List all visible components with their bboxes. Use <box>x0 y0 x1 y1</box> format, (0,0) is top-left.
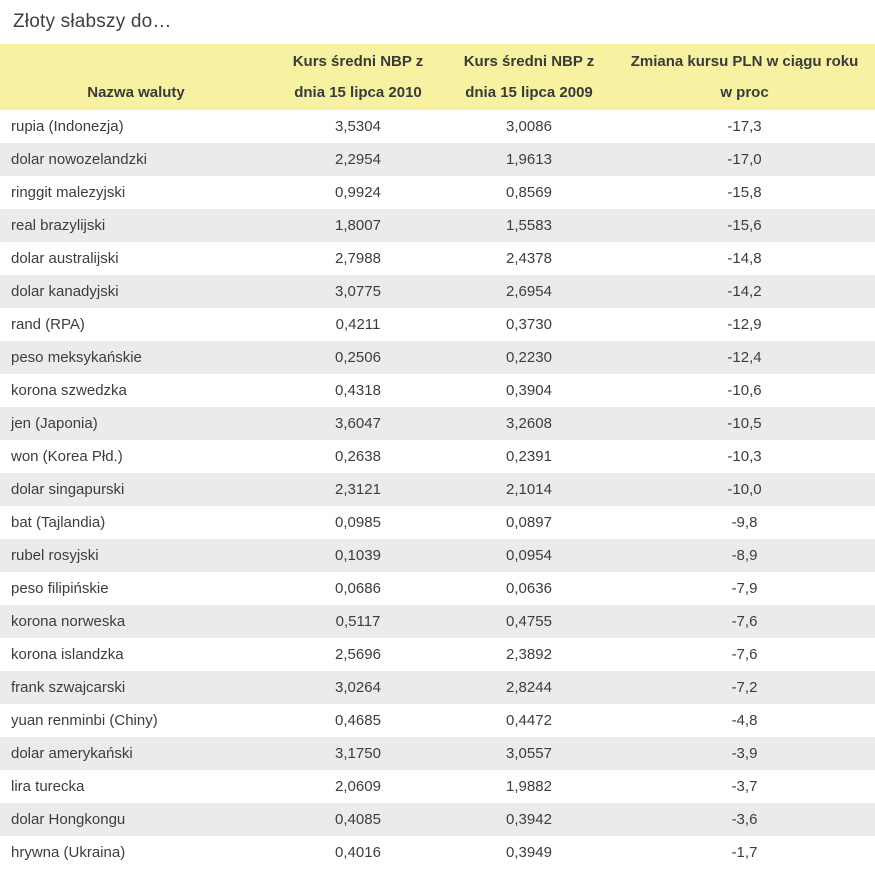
rate-2009-cell: 0,3949 <box>506 844 552 861</box>
rate-2010-cell: 0,2638 <box>335 448 381 465</box>
rate-2010-cell: 0,0985 <box>335 514 381 531</box>
header-line <box>0 46 272 77</box>
rate-2010-cell: 2,2954 <box>335 151 381 168</box>
table-row <box>0 506 875 539</box>
currency-name-cell: dolar kanadyjski <box>11 283 119 300</box>
change-pct-cell: -14,2 <box>727 283 762 300</box>
table-row <box>0 143 875 176</box>
rate-2009-cell: 1,5583 <box>506 217 552 234</box>
rate-2009-cell: 1,9613 <box>506 151 552 168</box>
rate-2010-cell: 0,1039 <box>335 547 381 564</box>
rate-2009-cell: 0,0954 <box>506 547 552 564</box>
table-row <box>0 473 875 506</box>
rate-2010-cell: 0,2506 <box>335 349 381 366</box>
table-row <box>0 539 875 572</box>
header-line: Zmiana kursu PLN w ciągu roku <box>630 53 859 70</box>
table-row <box>0 374 875 407</box>
change-pct-cell: -10,5 <box>727 415 762 432</box>
currency-name-cell: real brazylijski <box>11 217 106 234</box>
table-row <box>0 209 875 242</box>
table-row <box>0 836 875 869</box>
change-pct-cell: -7,6 <box>731 613 758 630</box>
table-row <box>0 341 875 374</box>
currency-name-cell: korona norweska <box>11 613 126 630</box>
currency-name-cell: dolar nowozelandzki <box>11 151 147 168</box>
rate-2010-cell: 2,3121 <box>335 481 381 498</box>
table-row <box>0 605 875 638</box>
change-pct-cell: -7,9 <box>731 580 758 597</box>
header-line: dnia 15 lipca 2010 <box>294 84 422 101</box>
currency-name-cell: bat (Tajlandia) <box>11 514 106 531</box>
col-header-rate-2009 <box>444 44 614 110</box>
change-pct-cell: -1,7 <box>731 844 758 861</box>
col-header-currency-name <box>0 44 272 110</box>
header-line: Kurs średni NBP z <box>292 53 424 70</box>
table-row <box>0 176 875 209</box>
rate-2009-cell: 2,1014 <box>506 481 552 498</box>
rate-2009-cell: 0,8569 <box>506 184 552 201</box>
rate-2010-cell: 0,4318 <box>335 382 381 399</box>
rate-2010-cell: 0,9924 <box>335 184 381 201</box>
rate-2010-cell: 2,7988 <box>335 250 381 267</box>
currency-name-cell: hrywna (Ukraina) <box>11 844 126 861</box>
change-pct-cell: -14,8 <box>727 250 762 267</box>
currency-name-cell: rupia (Indonezja) <box>11 118 124 135</box>
table-row <box>0 407 875 440</box>
currency-name-cell: rubel rosyjski <box>11 547 99 564</box>
change-pct-cell: -7,2 <box>731 679 758 696</box>
currency-table <box>0 44 875 869</box>
col-header-change-pct <box>614 44 875 110</box>
currency-name-cell: ringgit malezyjski <box>11 184 126 201</box>
rate-2010-cell: 3,0264 <box>335 679 381 696</box>
change-pct-cell: -12,4 <box>727 349 762 366</box>
table-row <box>0 440 875 473</box>
rate-2010-cell: 3,5304 <box>335 118 381 135</box>
rate-2010-cell: 0,5117 <box>335 613 381 630</box>
rate-2009-cell: 0,3904 <box>506 382 552 399</box>
header-line: dnia 15 lipca 2009 <box>465 84 593 101</box>
currency-name-cell: dolar amerykański <box>11 745 133 762</box>
change-pct-cell: -10,6 <box>727 382 762 399</box>
rate-2009-cell: 1,9882 <box>506 778 552 795</box>
table-body <box>0 110 875 869</box>
change-pct-cell: -17,0 <box>727 151 762 168</box>
rate-2010-cell: 3,1750 <box>335 745 381 762</box>
change-pct-cell: -15,6 <box>727 217 762 234</box>
currency-name-cell: peso filipińskie <box>11 580 109 597</box>
rate-2010-cell: 2,5696 <box>335 646 381 663</box>
rate-2009-cell: 0,0636 <box>506 580 552 597</box>
table-row <box>0 242 875 275</box>
table-row <box>0 704 875 737</box>
change-pct-cell: -4,8 <box>731 712 758 729</box>
rate-2010-cell: 0,4085 <box>335 811 381 828</box>
table-row <box>0 572 875 605</box>
change-pct-cell: -3,7 <box>731 778 758 795</box>
table-header <box>0 44 875 110</box>
header-line: Nazwa waluty <box>87 84 185 101</box>
table-row <box>0 275 875 308</box>
rate-2010-cell: 2,0609 <box>335 778 381 795</box>
currency-name-cell: peso meksykańskie <box>11 349 142 366</box>
currency-name-cell: korona islandzka <box>11 646 124 663</box>
rate-2009-cell: 2,6954 <box>506 283 552 300</box>
change-pct-cell: -17,3 <box>727 118 762 135</box>
rate-2009-cell: 0,4472 <box>506 712 552 729</box>
table-row <box>0 671 875 704</box>
rate-2009-cell: 2,4378 <box>506 250 552 267</box>
rate-2010-cell: 1,8007 <box>335 217 381 234</box>
rate-2009-cell: 0,2230 <box>506 349 552 366</box>
rate-2009-cell: 0,4755 <box>506 613 552 630</box>
rate-2010-cell: 3,0775 <box>335 283 381 300</box>
table-row <box>0 803 875 836</box>
change-pct-cell: -8,9 <box>731 547 758 564</box>
change-pct-cell: -10,3 <box>727 448 762 465</box>
rate-2009-cell: 0,0897 <box>506 514 552 531</box>
col-header-rate-2010 <box>272 44 444 110</box>
table-row <box>0 110 875 143</box>
rate-2009-cell: 0,3730 <box>506 316 552 333</box>
change-pct-cell: -9,8 <box>731 514 758 531</box>
rate-2010-cell: 0,0686 <box>335 580 381 597</box>
header-line: Kurs średni NBP z <box>463 53 595 70</box>
page-title: Złoty słabszy do… <box>13 11 172 32</box>
currency-name-cell: rand (RPA) <box>11 316 85 333</box>
table-row <box>0 308 875 341</box>
change-pct-cell: -3,9 <box>731 745 758 762</box>
currency-name-cell: dolar australijski <box>11 250 119 267</box>
currency-name-cell: dolar Hongkongu <box>11 811 126 828</box>
change-pct-cell: -7,6 <box>731 646 758 663</box>
table-row <box>0 638 875 671</box>
currency-name-cell: dolar singapurski <box>11 481 125 498</box>
currency-name-cell: frank szwajcarski <box>11 679 126 696</box>
header-line: w proc <box>720 84 769 101</box>
change-pct-cell: -10,0 <box>727 481 762 498</box>
rate-2009-cell: 2,8244 <box>506 679 552 696</box>
currency-name-cell: won (Korea Płd.) <box>11 448 123 465</box>
rate-2009-cell: 3,2608 <box>506 415 552 432</box>
currency-name-cell: korona szwedzka <box>11 382 127 399</box>
table-row <box>0 770 875 803</box>
change-pct-cell: -12,9 <box>727 316 762 333</box>
rate-2009-cell: 0,3942 <box>506 811 552 828</box>
rate-2009-cell: 2,3892 <box>506 646 552 663</box>
rate-2010-cell: 0,4016 <box>335 844 381 861</box>
rate-2009-cell: 0,2391 <box>506 448 552 465</box>
change-pct-cell: -15,8 <box>727 184 762 201</box>
rate-2009-cell: 3,0557 <box>506 745 552 762</box>
currency-name-cell: yuan renminbi (Chiny) <box>11 712 158 729</box>
currency-name-cell: lira turecka <box>11 778 85 795</box>
rate-2010-cell: 3,6047 <box>335 415 381 432</box>
table-row <box>0 737 875 770</box>
rate-2010-cell: 0,4685 <box>335 712 381 729</box>
change-pct-cell: -3,6 <box>731 811 758 828</box>
rate-2010-cell: 0,4211 <box>335 316 381 333</box>
currency-name-cell: jen (Japonia) <box>11 415 98 432</box>
header-row <box>0 44 875 110</box>
rate-2009-cell: 3,0086 <box>506 118 552 135</box>
